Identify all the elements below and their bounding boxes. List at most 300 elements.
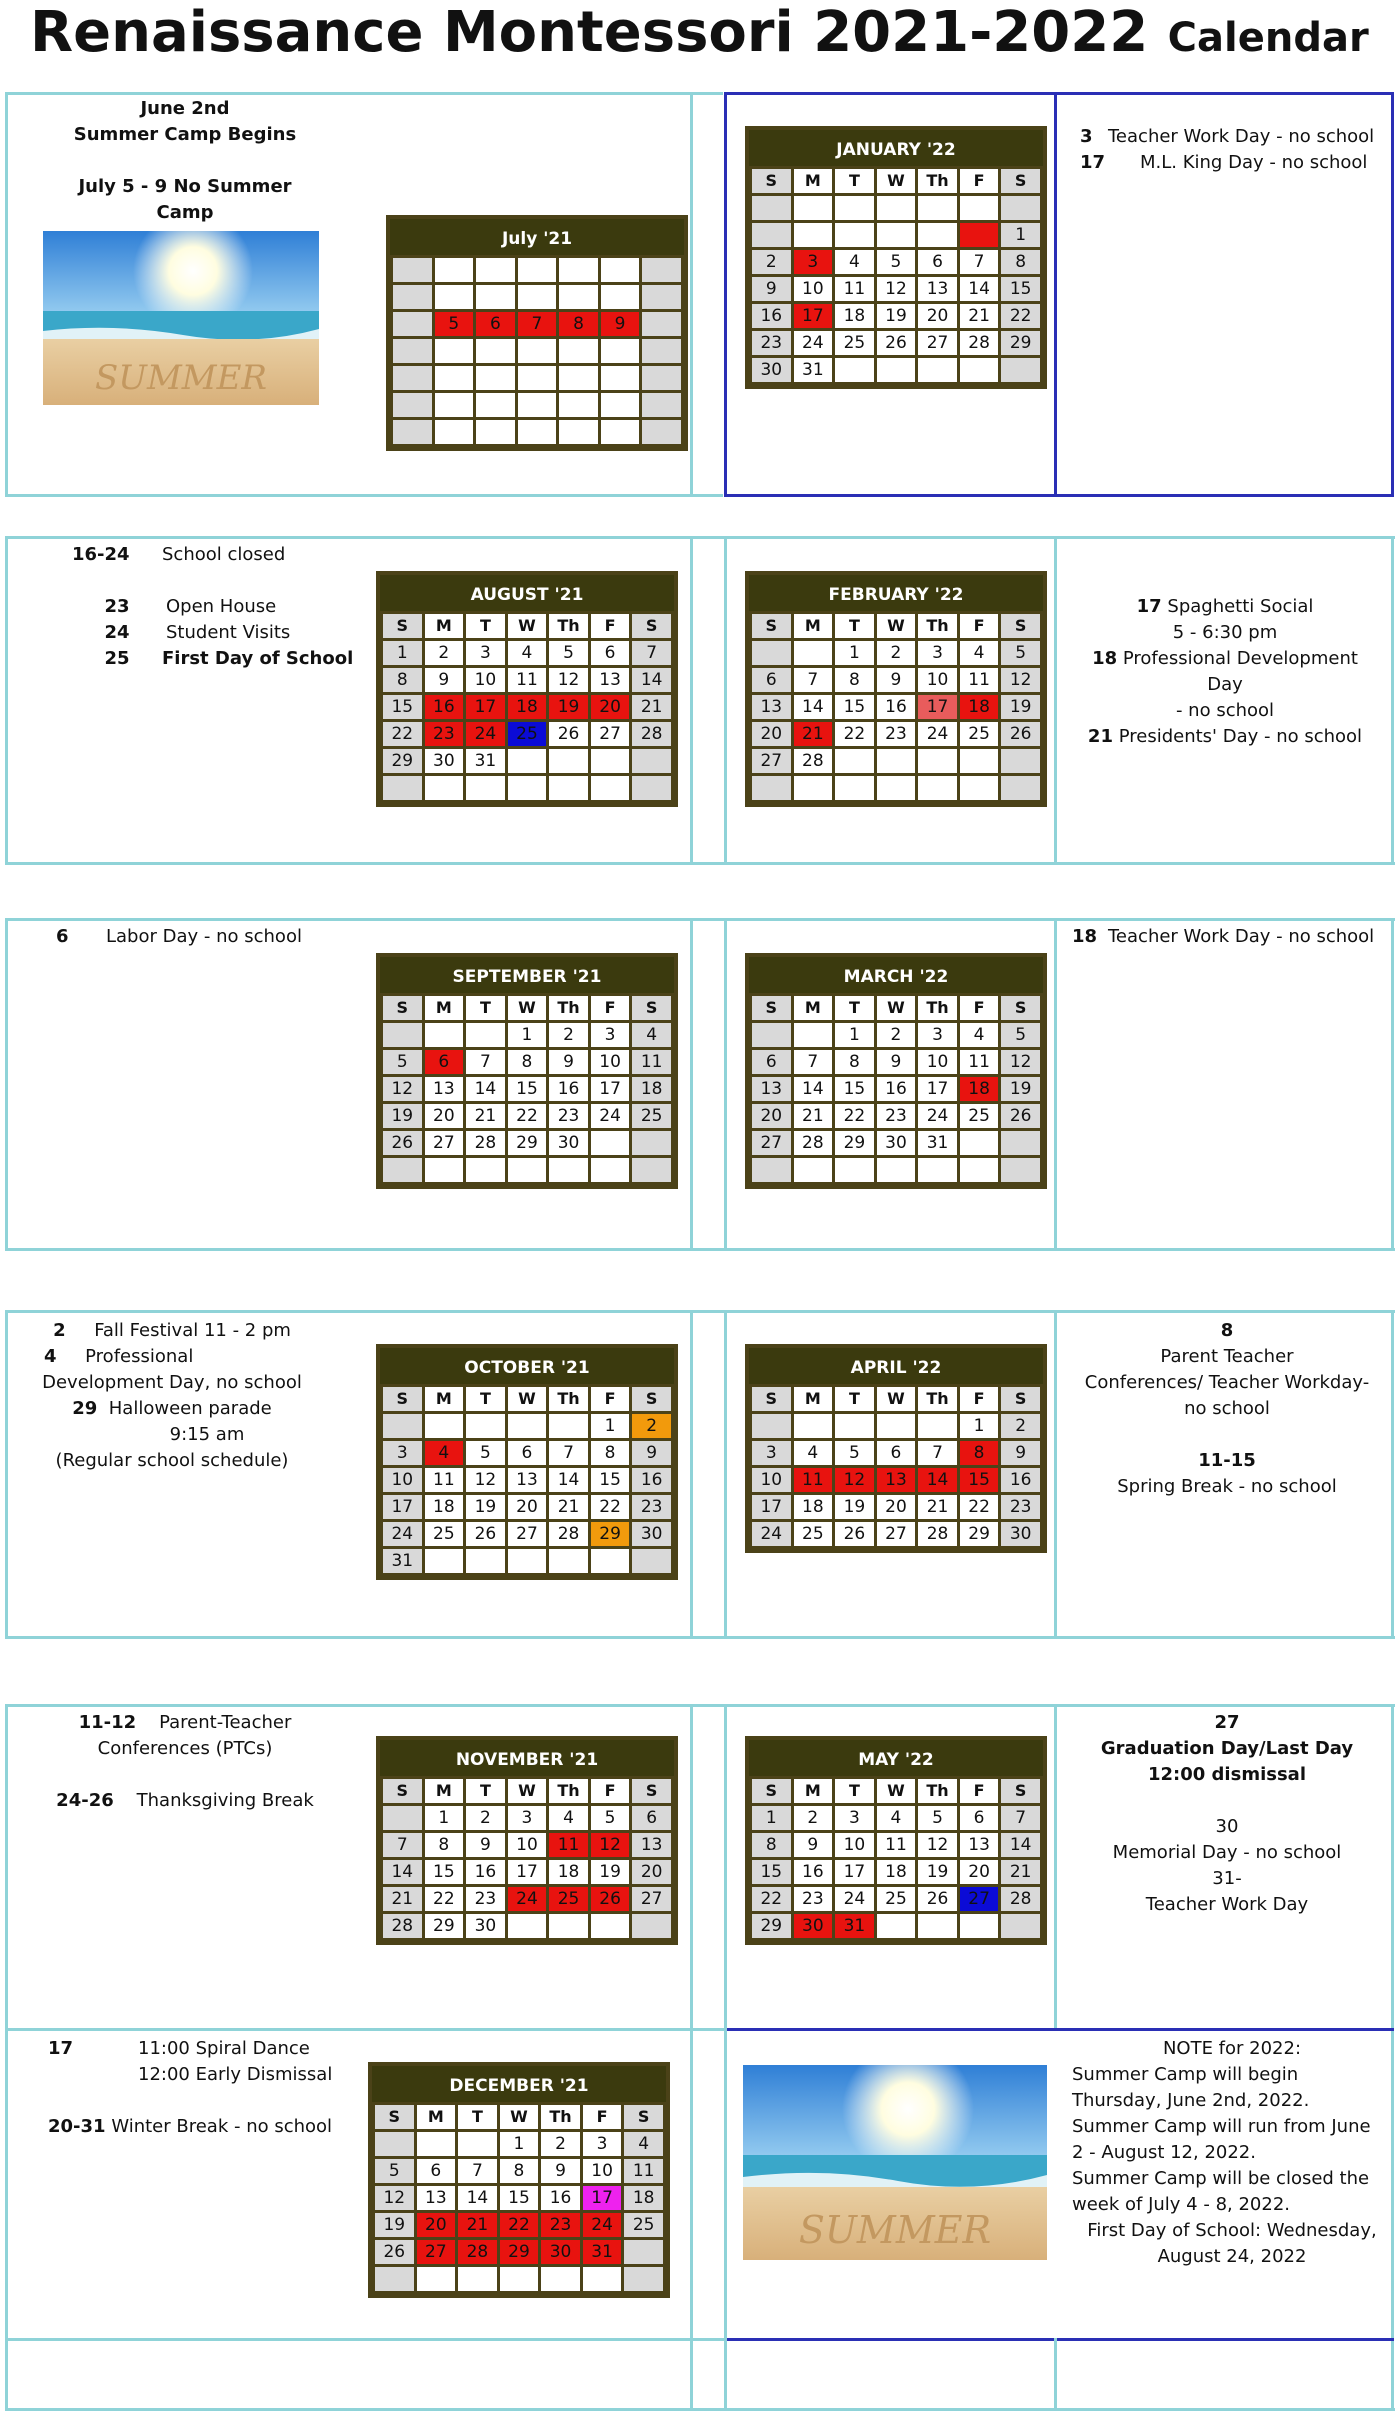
calendar-day: 22 <box>498 2212 540 2239</box>
calendar-day <box>792 775 834 802</box>
calendar-day: 6 <box>415 2158 457 2185</box>
calendar-day <box>433 365 475 392</box>
calendar-day <box>792 640 834 667</box>
calendar-day: 20 <box>958 1859 1000 1886</box>
calendar-day <box>917 1157 959 1184</box>
calendar-day <box>392 392 434 419</box>
calendar-day: 14 <box>1000 1832 1042 1859</box>
calendar-day: 3 <box>581 2131 623 2158</box>
calendar-day: 31 <box>917 1130 959 1157</box>
calendar-day: 27 <box>631 1886 673 1913</box>
calendar-day: 29 <box>506 1130 548 1157</box>
weekday-header: M <box>423 613 465 640</box>
calendar-day: 1 <box>382 640 424 667</box>
calendar-day <box>382 1413 424 1440</box>
calendar-day: 11 <box>875 1832 917 1859</box>
calendar-day: 7 <box>516 311 558 338</box>
calendar-day: 15 <box>382 694 424 721</box>
calendar-day: 12 <box>1000 667 1042 694</box>
weekday-header: S <box>631 1778 673 1805</box>
calendar-day: 1 <box>506 1022 548 1049</box>
calendar-day: 7 <box>548 1440 590 1467</box>
calendar-day: 23 <box>875 1103 917 1130</box>
calendar-day: 24 <box>834 1886 876 1913</box>
calendar-day: 9 <box>1000 1440 1042 1467</box>
calendar-week-row <box>751 330 1042 357</box>
weekday-header: Th <box>548 1778 590 1805</box>
calendar-day: 30 <box>465 1913 507 1940</box>
weekday-header: F <box>958 1778 1000 1805</box>
calendar-day <box>875 1413 917 1440</box>
calendar-week-row <box>751 748 1042 775</box>
calendar-week-row <box>382 721 673 748</box>
calendar-day <box>475 365 517 392</box>
calendar-day: 31 <box>382 1548 424 1575</box>
calendar-day: 28 <box>792 748 834 775</box>
calendar-day: 19 <box>875 303 917 330</box>
calendar-day: 25 <box>958 1103 1000 1130</box>
calendar-day <box>875 222 917 249</box>
calendar-day: 9 <box>599 311 641 338</box>
calendar-week-row <box>382 1913 673 1940</box>
calendar-day: 28 <box>465 1130 507 1157</box>
calendar-day: 20 <box>875 1494 917 1521</box>
calendar-day <box>958 195 1000 222</box>
calendar-day: 10 <box>834 1832 876 1859</box>
calendar-day <box>558 392 600 419</box>
calendar-week-row <box>392 311 683 338</box>
weekday-header: F <box>958 168 1000 195</box>
calendar-week-row <box>751 1076 1042 1103</box>
calendar-day: 1 <box>751 1805 793 1832</box>
calendar-day <box>958 222 1000 249</box>
calendar-day: 13 <box>917 276 959 303</box>
calendar-day: 18 <box>958 1076 1000 1103</box>
weekday-header: S <box>374 2104 416 2131</box>
calendar-day <box>433 392 475 419</box>
calendar-day: 31 <box>465 748 507 775</box>
calendar-day: 9 <box>875 1049 917 1076</box>
calendar-day: 19 <box>1000 694 1042 721</box>
calendar-day: 5 <box>1000 640 1042 667</box>
calendar-day: 13 <box>589 667 631 694</box>
calendar-day: 1 <box>834 640 876 667</box>
calendar-day: 24 <box>506 1886 548 1913</box>
calendar-day <box>498 2266 540 2293</box>
calendar-day <box>958 1157 1000 1184</box>
calendar-day <box>631 1548 673 1575</box>
calendar-day: 22 <box>958 1494 1000 1521</box>
calendar-week-row <box>374 2131 665 2158</box>
calendar-day <box>599 365 641 392</box>
calendar-day: 11 <box>506 667 548 694</box>
calendar-month-title: MAY '22 <box>749 1740 1043 1776</box>
calendar-day: 20 <box>751 721 793 748</box>
calendar-day: 28 <box>1000 1886 1042 1913</box>
calendar-day: 10 <box>589 1049 631 1076</box>
weekday-header: T <box>834 1386 876 1413</box>
calendar-week-row <box>751 1805 1042 1832</box>
calendar-day: 6 <box>475 311 517 338</box>
calendar-day <box>558 257 600 284</box>
calendar-day <box>599 257 641 284</box>
calendar-day: 11 <box>423 1467 465 1494</box>
calendar-day <box>457 2266 499 2293</box>
calendar-day <box>641 419 683 446</box>
weekday-header: W <box>875 995 917 1022</box>
calendar-day <box>958 357 1000 384</box>
calendar-day: 22 <box>506 1103 548 1130</box>
calendar-day: 27 <box>506 1521 548 1548</box>
calendar-week-row <box>382 1413 673 1440</box>
calendar-week-row <box>382 1548 673 1575</box>
weekday-header: S <box>1000 1778 1042 1805</box>
calendar-day: 10 <box>917 1049 959 1076</box>
calendar-week-row <box>751 775 1042 802</box>
calendar-month-title: SEPTEMBER '21 <box>380 957 674 993</box>
calendar-week-row <box>382 1103 673 1130</box>
calendar-week-row <box>382 1157 673 1184</box>
weekday-header: S <box>623 2104 665 2131</box>
calendar-day <box>392 419 434 446</box>
calendar-day: 17 <box>382 1494 424 1521</box>
calendar-day: 14 <box>792 694 834 721</box>
weekday-header: S <box>1000 995 1042 1022</box>
calendar-day: 13 <box>423 1076 465 1103</box>
calendar-day: 24 <box>751 1521 793 1548</box>
calendar-day <box>1000 1913 1042 1940</box>
calendar-week-row <box>382 1886 673 1913</box>
calendar-day: 25 <box>623 2212 665 2239</box>
calendar-day <box>599 392 641 419</box>
calendar-day: 19 <box>589 1859 631 1886</box>
calendar-day: 7 <box>631 640 673 667</box>
calendar-day: 26 <box>834 1521 876 1548</box>
weekday-header: Th <box>548 613 590 640</box>
calendar-day <box>834 748 876 775</box>
calendar-february-22 <box>745 571 1047 807</box>
calendar-day: 24 <box>465 721 507 748</box>
calendar-day <box>641 257 683 284</box>
calendar-week-row <box>382 1130 673 1157</box>
calendar-month-title: MARCH '22 <box>749 957 1043 993</box>
calendar-day: 4 <box>423 1440 465 1467</box>
weekday-header: F <box>589 1386 631 1413</box>
calendar-day: 26 <box>1000 1103 1042 1130</box>
calendar-week-row <box>382 694 673 721</box>
calendar-day <box>917 1913 959 1940</box>
calendar-day <box>392 257 434 284</box>
calendar-day: 12 <box>1000 1049 1042 1076</box>
calendar-day <box>589 1157 631 1184</box>
calendar-day <box>540 2266 582 2293</box>
calendar-day: 31 <box>581 2239 623 2266</box>
weekday-header: T <box>465 995 507 1022</box>
calendar-day: 9 <box>631 1440 673 1467</box>
calendar-day: 15 <box>751 1859 793 1886</box>
calendar-day: 21 <box>382 1886 424 1913</box>
weekday-header: M <box>423 1386 465 1413</box>
calendar-day: 12 <box>382 1076 424 1103</box>
calendar-day: 19 <box>1000 1076 1042 1103</box>
calendar-day <box>506 1548 548 1575</box>
weekday-header: S <box>751 1386 793 1413</box>
calendar-day: 13 <box>751 694 793 721</box>
calendar-day: 15 <box>589 1467 631 1494</box>
calendar-day <box>623 2266 665 2293</box>
calendar-day: 1 <box>589 1413 631 1440</box>
calendar-day: 29 <box>382 748 424 775</box>
calendar-day <box>433 419 475 446</box>
calendar-day: 11 <box>631 1049 673 1076</box>
calendar-day: 6 <box>917 249 959 276</box>
note-december: 17 11:00 Spiral Dance 12:00 Early Dismissal 20-31 Winter Break - no school <box>48 2038 333 2137</box>
calendar-day: 5 <box>465 1440 507 1467</box>
calendar-week-row <box>374 2266 665 2293</box>
calendar-day: 2 <box>548 1022 590 1049</box>
calendar-day <box>834 195 876 222</box>
weekday-header: T <box>834 613 876 640</box>
calendar-week-row <box>751 249 1042 276</box>
calendar-day <box>917 195 959 222</box>
calendar-week-row <box>392 392 683 419</box>
calendar-day: 2 <box>1000 1413 1042 1440</box>
calendar-week-row <box>382 1805 673 1832</box>
calendar-day: 25 <box>875 1886 917 1913</box>
calendar-day <box>917 357 959 384</box>
calendar-day: 8 <box>834 1049 876 1076</box>
calendar-day: 16 <box>548 1076 590 1103</box>
calendar-day: 1 <box>834 1022 876 1049</box>
calendar-day <box>392 338 434 365</box>
calendar-day: 16 <box>1000 1467 1042 1494</box>
calendar-day: 18 <box>792 1494 834 1521</box>
calendar-day <box>475 284 517 311</box>
calendar-day <box>751 1022 793 1049</box>
calendar-day: 2 <box>540 2131 582 2158</box>
weekday-header: Th <box>540 2104 582 2131</box>
calendar-day: 18 <box>506 694 548 721</box>
calendar-day: 18 <box>958 694 1000 721</box>
calendar-day: 28 <box>457 2239 499 2266</box>
calendar-day: 17 <box>917 1076 959 1103</box>
calendar-week-row <box>751 276 1042 303</box>
calendar-day: 11 <box>623 2158 665 2185</box>
calendar-day: 5 <box>374 2158 416 2185</box>
calendar-day: 24 <box>382 1521 424 1548</box>
calendar-day: 8 <box>751 1832 793 1859</box>
calendar-day: 21 <box>1000 1859 1042 1886</box>
calendar-day <box>433 284 475 311</box>
calendar-day: 8 <box>834 667 876 694</box>
calendar-day: 8 <box>958 1440 1000 1467</box>
calendar-day: 13 <box>875 1467 917 1494</box>
calendar-month-title: APRIL '22 <box>749 1348 1043 1384</box>
weekday-header: W <box>875 613 917 640</box>
weekday-header: Th <box>917 995 959 1022</box>
calendar-day: 28 <box>548 1521 590 1548</box>
calendar-day: 23 <box>540 2212 582 2239</box>
calendar-day <box>423 1022 465 1049</box>
weekday-header: S <box>382 995 424 1022</box>
calendar-day: 8 <box>382 667 424 694</box>
calendar-week-row <box>751 1022 1042 1049</box>
calendar-day: 5 <box>1000 1022 1042 1049</box>
summer-beach-image <box>43 231 319 405</box>
calendar-day: 13 <box>751 1076 793 1103</box>
weekday-header: W <box>498 2104 540 2131</box>
calendar-day: 14 <box>917 1467 959 1494</box>
calendar-day: 18 <box>631 1076 673 1103</box>
note-october: 2 Fall Festival 11 - 2 pm 4 Professional Development Day, no school 29 Halloween parade 9:15 am (Regular school schedule) <box>42 1320 302 1471</box>
calendar-day: 26 <box>875 330 917 357</box>
calendar-day: 25 <box>834 330 876 357</box>
calendar-day: 7 <box>792 1049 834 1076</box>
calendar-month-title: DECEMBER '21 <box>372 2066 666 2102</box>
calendar-day: 5 <box>433 311 475 338</box>
calendar-day: 9 <box>465 1832 507 1859</box>
calendar-day <box>415 2266 457 2293</box>
calendar-day <box>581 2266 623 2293</box>
calendar-day: 16 <box>540 2185 582 2212</box>
calendar-day: 22 <box>382 721 424 748</box>
calendar-day: 2 <box>751 249 793 276</box>
calendar-day: 22 <box>589 1494 631 1521</box>
calendar-day <box>751 1413 793 1440</box>
calendar-day <box>1000 775 1042 802</box>
note-august: 16-24 School closed 23 Open House 24 Student Visits 25 First Day of School <box>72 544 354 669</box>
calendar-day: 25 <box>958 721 1000 748</box>
calendar-day: 3 <box>382 1440 424 1467</box>
calendar-day: 25 <box>548 1886 590 1913</box>
calendar-day: 25 <box>792 1521 834 1548</box>
calendar-day <box>475 257 517 284</box>
calendar-week-row <box>751 222 1042 249</box>
calendar-day: 18 <box>548 1859 590 1886</box>
calendar-day: 16 <box>751 303 793 330</box>
calendar-day <box>875 1913 917 1940</box>
calendar-day <box>631 748 673 775</box>
calendar-day: 25 <box>423 1521 465 1548</box>
calendar-week-row <box>751 1886 1042 1913</box>
calendar-day <box>875 775 917 802</box>
calendar-day: 18 <box>423 1494 465 1521</box>
weekday-header: M <box>792 613 834 640</box>
calendar-day <box>423 1157 465 1184</box>
calendar-week-row <box>382 775 673 802</box>
calendar-day: 20 <box>631 1859 673 1886</box>
calendar-day: 19 <box>548 694 590 721</box>
weekday-header: T <box>465 1386 507 1413</box>
calendar-day: 5 <box>834 1440 876 1467</box>
calendar-day: 12 <box>589 1832 631 1859</box>
calendar-day: 2 <box>792 1805 834 1832</box>
calendar-day <box>751 775 793 802</box>
calendar-day <box>958 748 1000 775</box>
calendar-day: 10 <box>382 1467 424 1494</box>
calendar-day: 2 <box>875 640 917 667</box>
weekday-header: M <box>792 1778 834 1805</box>
calendar-day <box>548 1913 590 1940</box>
calendar-day: 10 <box>581 2158 623 2185</box>
calendar-day: 24 <box>589 1103 631 1130</box>
calendar-day: 17 <box>751 1494 793 1521</box>
calendar-day <box>958 1130 1000 1157</box>
calendar-week-row <box>382 1022 673 1049</box>
calendar-day: 8 <box>558 311 600 338</box>
calendar-week-row <box>374 2185 665 2212</box>
calendar-day: 21 <box>548 1494 590 1521</box>
calendar-week-row <box>382 1859 673 1886</box>
weekday-header: S <box>1000 613 1042 640</box>
calendar-day: 4 <box>834 249 876 276</box>
calendar-week-row <box>392 338 683 365</box>
calendar-day: 30 <box>875 1130 917 1157</box>
note-november: 11-12 Parent-Teacher Conferences (PTCs) 24-26 Thanksgiving Break <box>56 1712 314 1811</box>
svg-text:SUMMER: SUMMER <box>95 358 267 398</box>
calendar-day: 31 <box>834 1913 876 1940</box>
calendar-day <box>641 392 683 419</box>
calendar-week-row <box>382 1832 673 1859</box>
calendar-day <box>792 222 834 249</box>
calendar-day: 4 <box>506 640 548 667</box>
calendar-day: 20 <box>589 694 631 721</box>
calendar-week-row <box>382 1494 673 1521</box>
calendar-day: 2 <box>631 1413 673 1440</box>
calendar-day: 1 <box>498 2131 540 2158</box>
calendar-october-21 <box>376 1344 678 1580</box>
calendar-day: 5 <box>548 640 590 667</box>
weekday-header: M <box>792 995 834 1022</box>
calendar-day: 28 <box>792 1130 834 1157</box>
calendar-week-row <box>751 1103 1042 1130</box>
calendar-day <box>516 338 558 365</box>
weekday-header: W <box>506 995 548 1022</box>
calendar-day: 1 <box>423 1805 465 1832</box>
weekday-header: Th <box>548 995 590 1022</box>
calendar-day: 5 <box>382 1049 424 1076</box>
calendar-day <box>1000 748 1042 775</box>
calendar-day: 15 <box>498 2185 540 2212</box>
calendar-april-22 <box>745 1344 1047 1553</box>
calendar-day: 11 <box>958 667 1000 694</box>
calendar-day <box>465 1548 507 1575</box>
weekday-header: F <box>958 613 1000 640</box>
calendar-day <box>875 357 917 384</box>
calendar-day <box>558 365 600 392</box>
calendar-day <box>589 1913 631 1940</box>
calendar-day <box>875 748 917 775</box>
calendar-day: 17 <box>581 2185 623 2212</box>
weekday-header: S <box>382 1386 424 1413</box>
calendar-day: 8 <box>506 1049 548 1076</box>
calendar-day: 24 <box>917 1103 959 1130</box>
calendar-day: 14 <box>457 2185 499 2212</box>
calendar-week-row <box>392 257 683 284</box>
calendar-day <box>548 1548 590 1575</box>
weekday-header: F <box>589 1778 631 1805</box>
calendar-day: 26 <box>1000 721 1042 748</box>
calendar-day: 6 <box>631 1805 673 1832</box>
weekday-header: W <box>506 1386 548 1413</box>
weekday-header: F <box>589 613 631 640</box>
calendar-day <box>917 222 959 249</box>
calendar-day: 27 <box>751 1130 793 1157</box>
calendar-day <box>465 1022 507 1049</box>
calendar-day <box>834 357 876 384</box>
calendar-day: 28 <box>958 330 1000 357</box>
weekday-header: Th <box>917 613 959 640</box>
